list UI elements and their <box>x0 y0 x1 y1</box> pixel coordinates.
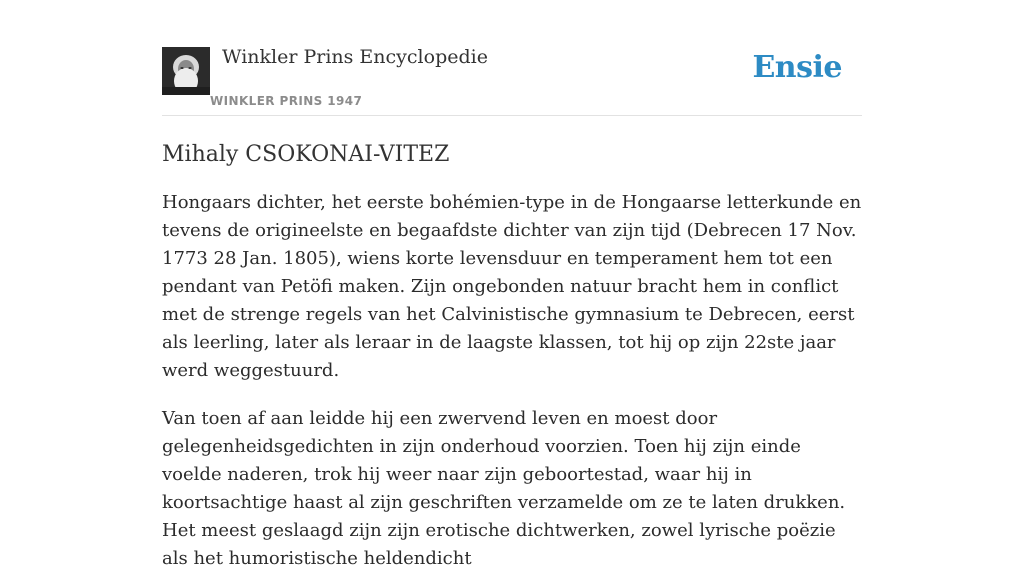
article-body <box>162 189 862 573</box>
brand-logo[interactable]: Ensie <box>752 50 842 85</box>
header <box>162 0 862 116</box>
source-avatar[interactable] <box>162 47 210 95</box>
source-title[interactable]: Winkler Prins Encyclopedie <box>222 46 488 68</box>
portrait-image <box>162 47 210 95</box>
article-paragraph: Hongaars dichter, het eerste bohémien-type in de Hongaarse letterkunde en tevens de origineelste en begaafdste dichter van zijn tijd (Debrecen 17 Nov. 1773 28 Jan. 1805), wiens korte levensduur en temperament hem tot een pendant van Petöfi maken. Zijn ongebonden natuur bracht hem in conflict met de strenge regels van het Calvinistische gymnasium te Debrecen, eerst als leerling, later als leraar in de laagste klassen, tot hij op zijn 22ste jaar werd weggestuurd. <box>162 192 862 381</box>
source-subtitle[interactable]: WINKLER PRINS 1947 <box>210 94 363 108</box>
article-paragraph: Van toen af aan leidde hij een zwervend leven en moest door gelegenheidsgedichten in zijn onderhoud voorzien. Toen hij zijn einde voelde naderen, trok hij weer naar zijn geboortestad, waar hij in koortsachtige haast al zijn geschriften verzamelde om ze te laten drukken. Het meest geslaagd zijn zijn erotische dichtwerken, zowel lyrische poëzie als het humoristische heldendicht <box>162 408 846 569</box>
article-title: Mihaly CSOKONAI-VITEZ <box>162 142 450 167</box>
page <box>162 0 862 573</box>
